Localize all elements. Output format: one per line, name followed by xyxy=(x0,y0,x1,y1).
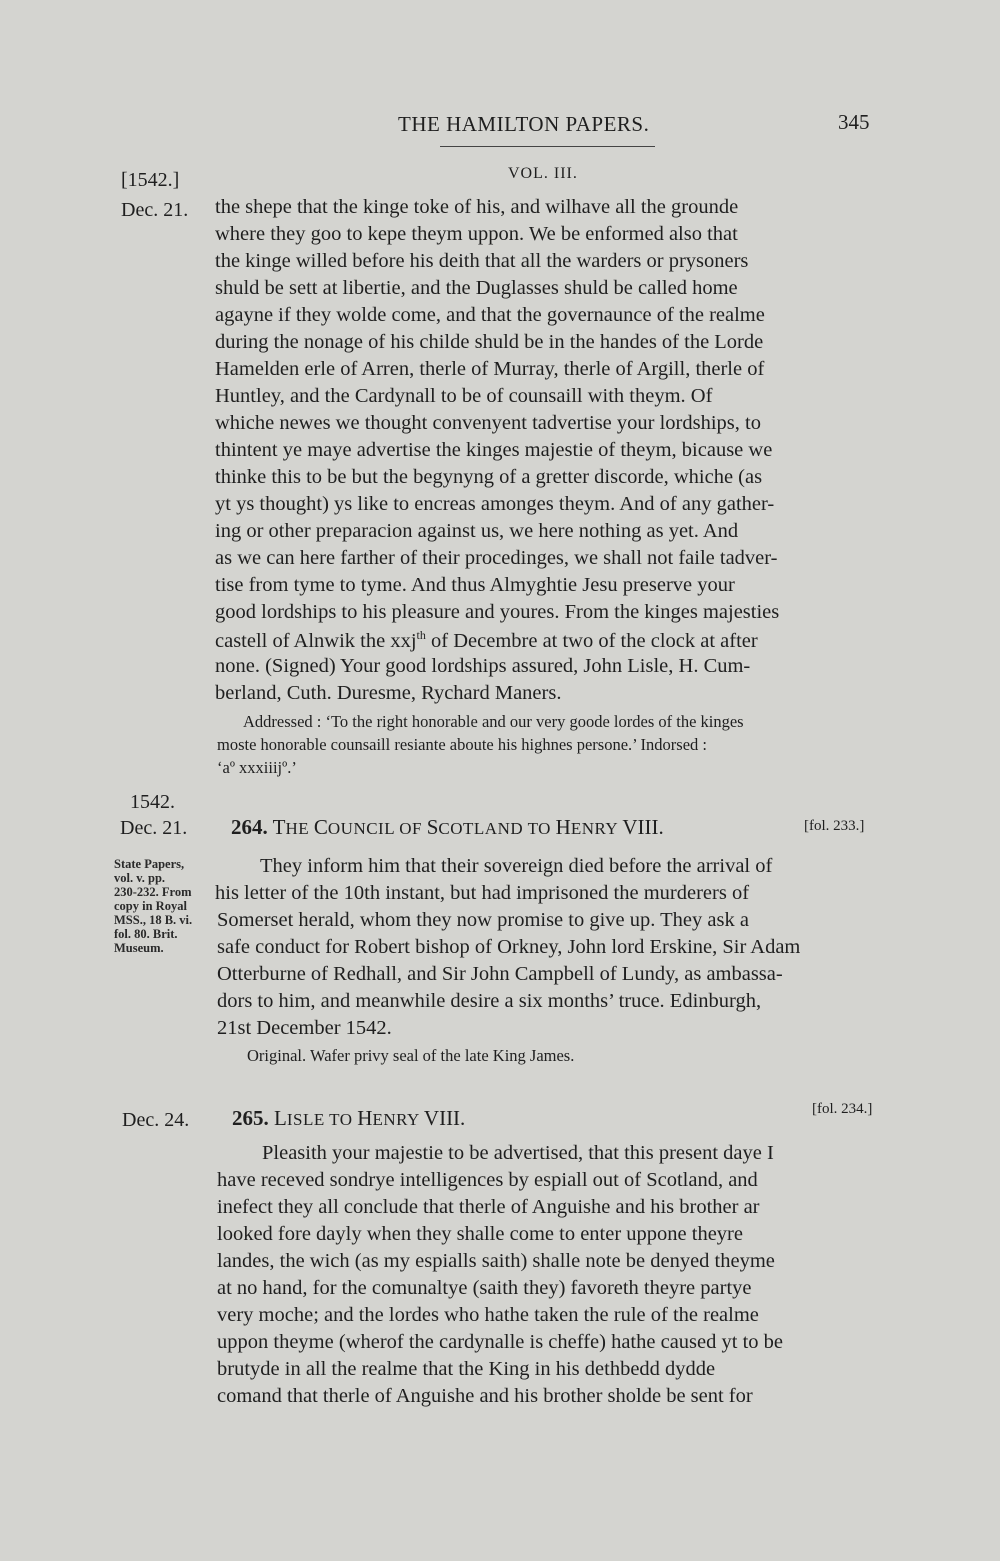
address-line: ‘aº xxxiiijº.’ xyxy=(217,758,297,777)
text-line: very moche; and the lordes who hathe taken the rule of the realme xyxy=(217,1304,759,1326)
text-line: berland, Cuth. Duresme, Rychard Maners. xyxy=(215,682,562,704)
text-line: whiche newes we thought convenyent tadvertise your lordships, to xyxy=(215,412,761,434)
margin-date: Dec. 21. xyxy=(121,199,189,221)
margin-year: 1542. xyxy=(130,791,175,813)
text-line: where they goo to kepe theym uppon. We be enformed also that xyxy=(215,223,738,245)
text-line: none. (Signed) Your good lordships assured, John Lisle, H. Cum- xyxy=(215,655,751,677)
text-line: uppon theyme (wherof the cardynalle is cheffe) hathe caused yt to be xyxy=(217,1331,783,1353)
text-line: his letter of the 10th instant, but had imprisoned the murderers of xyxy=(215,882,750,904)
text-line: the kinge willed before his deith that all the warders or prysoners xyxy=(215,250,749,272)
text-line: ing or other preparacion against us, we here nothing as yet. And xyxy=(215,520,739,542)
text-line-with-superscript: castell of Alnwik the xxj$^{th}$ of Decembre at two of the clock at after xyxy=(215,628,758,652)
text-line: yt ys thought) ys like to encreas amonges theym. And of any gather- xyxy=(215,493,775,515)
text-line: inefect they all conclude that therle of Anguishe and his brother ar xyxy=(217,1196,760,1218)
text-line: during the nonage of his childe shuld be in the handes of the Lorde xyxy=(215,331,764,353)
side-note-line: fol. 80. Brit. xyxy=(114,927,178,941)
text-line: looked fore dayly when they shalle come to enter uppone theyre xyxy=(217,1223,743,1245)
side-note-line: copy in Royal xyxy=(114,899,187,913)
address-line: Addressed : ‘To the right honorable and our very goode lordes of the kinges xyxy=(243,712,744,731)
text-line: thinke this to be but the begynyng of a gretter discorde, whiche (as xyxy=(215,466,763,488)
text-line: shuld be sett at libertie, and the Duglasses shuld be called home xyxy=(215,277,738,299)
folio-reference: [fol. 234.] xyxy=(812,1101,873,1117)
text-line: comand that therle of Anguishe and his brother sholde be sent for xyxy=(217,1385,753,1407)
text-line: Huntley, and the Cardynall to be of counsaill with theym. Of xyxy=(215,385,713,407)
letter-heading-265: 265. LISLE TO HENRY VIII. xyxy=(232,1106,466,1130)
address-line: moste honorable counsaill resiante aboute his highnes persone.’ Indorsed : xyxy=(217,735,707,754)
text-line: the shepe that the kinge toke of his, and wilhave all the grounde xyxy=(215,196,739,218)
side-note-line: 230-232. From xyxy=(114,885,192,899)
text-line: thintent ye maye advertise the kinges majestie of theym, bicause we xyxy=(215,439,773,461)
text-line: at no hand, for the comunaltye (saith they) favoreth theyre partye xyxy=(217,1277,752,1299)
side-note-line: vol. v. pp. xyxy=(114,871,166,885)
volume-label: VOL. III. xyxy=(508,165,578,182)
text-line: Pleasith your majestie to be advertised, that this present daye I xyxy=(262,1142,774,1164)
letter-heading-264: 264. THE COUNCIL OF SCOTLAND TO HENRY VIII. xyxy=(231,815,664,839)
text-line: 21st December 1542. xyxy=(217,1017,392,1039)
text-line: dors to him, and meanwhile desire a six months’ truce. Edinburgh, xyxy=(217,990,762,1012)
text-line: agayne if they wolde come, and that the governaunce of the realme xyxy=(215,304,765,326)
side-note-line: Museum. xyxy=(114,941,164,955)
header-rule xyxy=(440,146,655,147)
side-note-line: MSS., 18 B. vi. xyxy=(114,913,193,927)
text-line: brutyde in all the realme that the King in his dethbedd dydde xyxy=(217,1358,716,1380)
year-bracket: [1542.] xyxy=(121,169,180,191)
text-line: Somerset herald, whom they now promise to give up. They ask a xyxy=(217,909,749,931)
folio-reference: [fol. 233.] xyxy=(804,818,865,834)
original-note: Original. Wafer privy seal of the late King James. xyxy=(247,1046,575,1065)
text-line: good lordships to his pleasure and youres. From the kinges majesties xyxy=(215,601,780,623)
margin-date: Dec. 21. xyxy=(120,817,188,839)
text-line: landes, the wich (as my espialls saith) shalle note be denyed theyme xyxy=(217,1250,775,1272)
text-line: have receved sondrye intelligences by espiall out of Scotland, and xyxy=(217,1169,758,1191)
text-line: Otterburne of Redhall, and Sir John Campbell of Lundy, as ambassa- xyxy=(217,963,783,985)
text-line: They inform him that their sovereign died before the arrival of xyxy=(260,855,773,877)
margin-date: Dec. 24. xyxy=(122,1109,190,1131)
text-line: Hamelden erle of Arren, therle of Murray, therle of Argill, therle of xyxy=(215,358,765,380)
side-note-line: State Papers, xyxy=(114,857,185,871)
page-number: 345 xyxy=(838,110,870,134)
running-header-title: THE HAMILTON PAPERS. xyxy=(398,112,650,136)
text-line: tise from tyme to tyme. And thus Almyghtie Jesu preserve your xyxy=(215,574,735,596)
text-line: safe conduct for Robert bishop of Orkney, John lord Erskine, Sir Adam xyxy=(217,936,801,958)
text-line: as we can here farther of their procedinges, we shall not faile tadver- xyxy=(215,547,778,569)
